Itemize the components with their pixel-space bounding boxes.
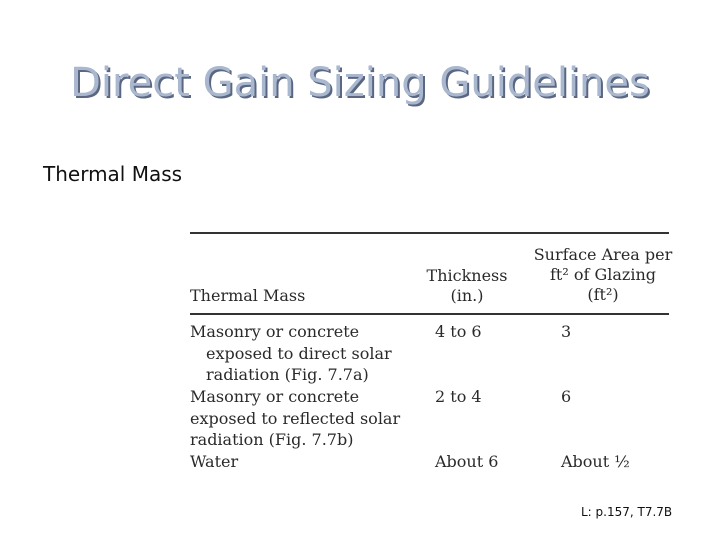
header-thickness-line1: Thickness [426,266,508,285]
source-reference: L: p.157, T7.7B [581,505,673,519]
row1-mass-line3: radiation (Fig. 7.7a) [206,365,369,384]
slide-subtitle: Thermal Mass [43,162,183,186]
row2-mass-line3: radiation (Fig. 7.7b) [190,430,354,449]
header-area-line1: Surface Area per [533,245,673,264]
header-area-line3: (ft²) [587,285,619,304]
row1-mass-line2: exposed to direct solar [206,343,392,363]
table-header-rule [190,313,669,315]
row2-mass-line1: Masonry or concrete [190,387,360,406]
row1-mass-line1: Masonry or concrete [190,322,360,341]
row3-thickness: About 6 [435,452,499,471]
row3-mass-line1: Water [190,452,239,471]
row1-thickness: 4 to 6 [435,322,482,341]
header-area-line2: ft² of Glazing [549,265,657,284]
row2-mass-line2: exposed to reflected solar [190,408,401,428]
row2-thickness: 2 to 4 [435,387,482,406]
header-thickness [422,266,512,306]
thermal-mass-table [190,228,673,478]
row1-thermal-mass [190,321,420,386]
header-thermal-mass: Thermal Mass [190,286,306,305]
slide-title: Direct Gain Sizing Guidelines [70,60,650,106]
row2-thermal-mass [190,386,420,451]
row2-area: 6 [561,387,572,406]
header-surface-area [528,245,678,305]
row3-area: About ½ [561,452,630,471]
table-top-rule [190,232,669,234]
row3-thermal-mass [190,451,420,473]
header-thickness-line2: (in.) [450,286,484,305]
row1-area: 3 [561,322,572,341]
